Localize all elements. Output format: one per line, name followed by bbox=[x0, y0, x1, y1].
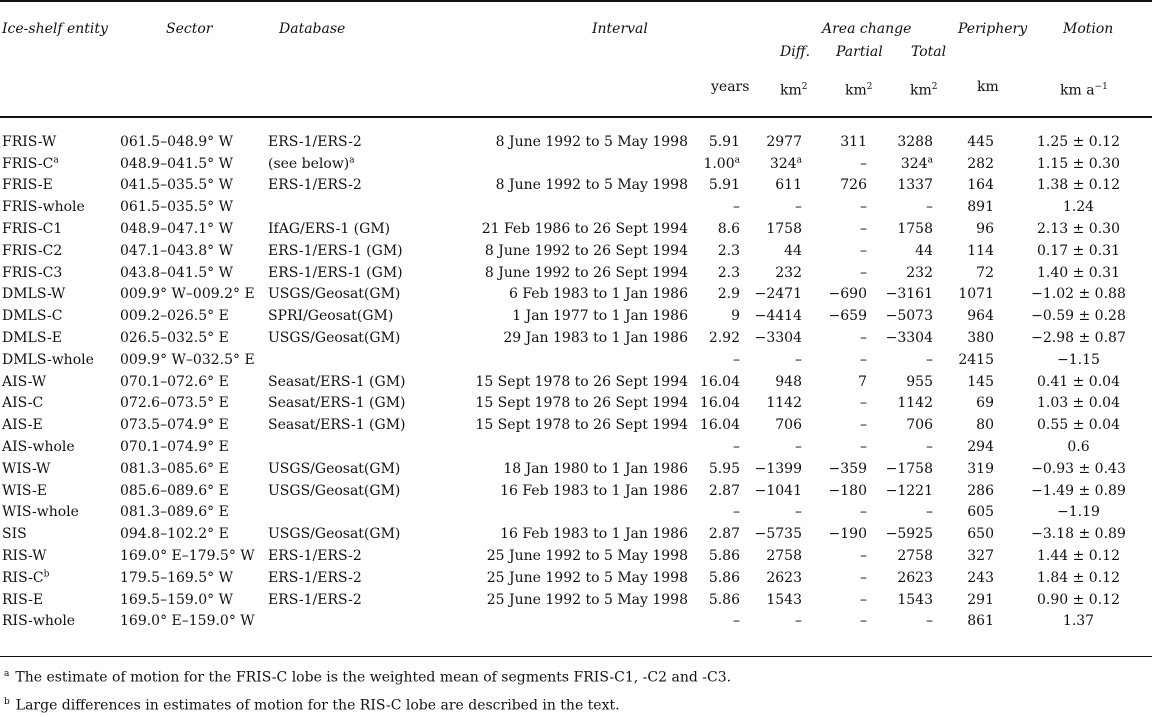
cell-periphery: 114 bbox=[967, 242, 994, 259]
cell-sector: 073.5–074.9° E bbox=[120, 417, 229, 434]
cell-years: – bbox=[733, 504, 740, 521]
cell-motion: 1.38 ± 0.12 bbox=[1037, 177, 1120, 194]
cell-diff: −4414 bbox=[754, 308, 802, 325]
cell-database: ERS-1/ERS-2 bbox=[268, 591, 362, 608]
table-row bbox=[0, 371, 1152, 393]
table-row bbox=[0, 196, 1152, 218]
cell-entity: FRIS-C1 bbox=[2, 221, 63, 238]
header-diff: Diff. bbox=[780, 44, 811, 60]
cell-total: −1758 bbox=[885, 460, 933, 477]
cell-entity: DMLS-W bbox=[2, 286, 66, 303]
cell-interval: 29 Jan 1983 to 1 Jan 1986 bbox=[503, 330, 688, 347]
cell-partial: −190 bbox=[828, 526, 867, 543]
cell-database bbox=[268, 611, 471, 633]
cell-motion: 1.37 bbox=[1062, 613, 1095, 630]
cell-database: USGS/Geosat(GM) bbox=[268, 286, 401, 303]
cell-motion: 1.40 ± 0.31 bbox=[1037, 264, 1120, 281]
cell-sector: 043.8–041.5° W bbox=[120, 264, 233, 281]
cell-periphery: 80 bbox=[976, 417, 994, 434]
cell-diff: −2471 bbox=[754, 286, 802, 303]
cell-entity: WIS-E bbox=[2, 482, 47, 499]
cell-database: USGS/Geosat(GM) bbox=[268, 460, 401, 477]
cell-motion: 0.55 ± 0.04 bbox=[1037, 417, 1120, 434]
cell-years: – bbox=[733, 199, 740, 216]
cell-years: 2.87 bbox=[708, 526, 740, 543]
cell-partial: – bbox=[860, 569, 867, 586]
table-row bbox=[0, 153, 1152, 175]
cell-sector: 061.5–048.9° W bbox=[120, 133, 233, 150]
cell-periphery: 650 bbox=[967, 526, 994, 543]
cell-sector: 094.8–102.2° E bbox=[120, 526, 229, 543]
cell-periphery: 243 bbox=[967, 569, 994, 586]
cell-periphery: 319 bbox=[967, 460, 994, 477]
table-row bbox=[0, 393, 1152, 415]
cell-database: ERS-1/ERS-2 bbox=[268, 177, 362, 194]
cell-years: 16.04 bbox=[699, 373, 740, 390]
cell-diff: – bbox=[795, 351, 802, 368]
cell-interval: 8 June 1992 to 5 May 1998 bbox=[495, 177, 688, 194]
cell-sector: 061.5–035.5° W bbox=[120, 199, 233, 216]
cell-total: 1543 bbox=[897, 591, 933, 608]
cell-entity: RIS-whole bbox=[2, 613, 76, 630]
cell-motion: −3.18 ± 0.89 bbox=[1031, 526, 1126, 543]
cell-periphery: 2415 bbox=[958, 351, 994, 368]
cell-periphery: 1071 bbox=[958, 286, 994, 303]
cell-diff: 44 bbox=[784, 242, 802, 259]
header-total: Total bbox=[911, 44, 947, 60]
cell-diff: 948 bbox=[775, 373, 802, 390]
table-row bbox=[0, 349, 1152, 371]
cell-entity: FRIS-whole bbox=[2, 199, 85, 216]
cell-periphery: 327 bbox=[967, 548, 994, 565]
unit-periphery: km bbox=[977, 79, 999, 95]
cell-motion: −1.02 ± 0.88 bbox=[1031, 286, 1126, 303]
cell-partial: 726 bbox=[840, 177, 867, 194]
cell-sector: 009.9° W–032.5° E bbox=[120, 351, 255, 368]
table-row bbox=[0, 284, 1152, 306]
cell-total: −5073 bbox=[885, 308, 933, 325]
cell-years: 5.86 bbox=[708, 569, 740, 586]
cell-interval: 18 Jan 1980 to 1 Jan 1986 bbox=[503, 460, 688, 477]
unit-diff: $km^2$ bbox=[780, 82, 808, 99]
cell-interval: 16 Feb 1983 to 1 Jan 1986 bbox=[500, 526, 688, 543]
cell-total: 706 bbox=[906, 417, 933, 434]
cell-diff: – bbox=[795, 613, 802, 630]
cell-partial: – bbox=[860, 504, 867, 521]
cell-years: 8.6 bbox=[717, 221, 740, 238]
cell-motion: 1.44 ± 0.12 bbox=[1037, 548, 1120, 565]
cell-total: 2758 bbox=[897, 548, 933, 565]
cell-database: ERS-1/ERS-2 bbox=[268, 569, 362, 586]
cell-periphery: 72 bbox=[976, 264, 994, 281]
cell-entity: AIS-E bbox=[2, 417, 43, 434]
cell-motion: 1.24 bbox=[1062, 199, 1095, 216]
cell-diff: −5735 bbox=[754, 526, 802, 543]
cell-entity: AIS-whole bbox=[2, 439, 75, 456]
cell-sector: 081.3–085.6° E bbox=[120, 460, 229, 477]
cell-motion: −2.98 ± 0.87 bbox=[1031, 330, 1126, 347]
cell-partial: – bbox=[860, 221, 867, 238]
cell-partial: −359 bbox=[828, 460, 867, 477]
cell-database: ERS-1/ERS-2 bbox=[268, 133, 362, 150]
cell-partial: 7 bbox=[858, 373, 867, 390]
table-bottom-rule bbox=[0, 656, 1152, 657]
cell-years: 2.92 bbox=[708, 330, 740, 347]
cell-periphery: 861 bbox=[967, 613, 994, 630]
cell-diff: 611 bbox=[775, 177, 802, 194]
cell-years: 2.9 bbox=[717, 286, 740, 303]
cell-sector: 009.9° W–009.2° E bbox=[120, 286, 255, 303]
cell-sector: 072.6–073.5° E bbox=[120, 395, 229, 412]
cell-diff: −1399 bbox=[754, 460, 802, 477]
table-row bbox=[0, 240, 1152, 262]
cell-database bbox=[268, 502, 471, 524]
cell-database: Seasat/ERS-1 (GM) bbox=[268, 417, 406, 434]
cell-periphery: 291 bbox=[967, 591, 994, 608]
cell-interval: 15 Sept 1978 to 26 Sept 1994 bbox=[475, 395, 688, 412]
table-row bbox=[0, 480, 1152, 502]
cell-entity: DMLS-C bbox=[2, 308, 63, 325]
cell-database: USGS/Geosat(GM) bbox=[268, 330, 401, 347]
table-body bbox=[0, 131, 1152, 632]
table-row bbox=[0, 305, 1152, 327]
cell-database: ERS-1/ERS-1 (GM) bbox=[268, 242, 403, 259]
cell-years: 5.95 bbox=[708, 460, 740, 477]
cell-entity: WIS-W bbox=[2, 460, 51, 477]
cell-partial: – bbox=[860, 395, 867, 412]
cell-partial: – bbox=[860, 591, 867, 608]
unit-partial: $km^2$ bbox=[845, 82, 873, 99]
cell-diff: – bbox=[795, 199, 802, 216]
cell-periphery: 445 bbox=[967, 133, 994, 150]
cell-entity: FRIS-W bbox=[2, 133, 57, 150]
cell-total: −3304 bbox=[885, 330, 933, 347]
cell-years: 2.87 bbox=[708, 482, 740, 499]
cell-sector: 179.5–169.5° W bbox=[120, 569, 233, 586]
cell-motion: 0.41 ± 0.04 bbox=[1037, 373, 1120, 390]
cell-interval: 25 June 1992 to 5 May 1998 bbox=[486, 569, 688, 586]
cell-total: −3161 bbox=[885, 286, 933, 303]
cell-diff: 324$^a$ bbox=[769, 155, 802, 172]
table-row bbox=[0, 414, 1152, 436]
cell-periphery: 605 bbox=[967, 504, 994, 521]
cell-total: – bbox=[926, 613, 933, 630]
cell-motion: 0.6 bbox=[1067, 439, 1090, 456]
cell-interval: 8 June 1992 to 5 May 1998 bbox=[495, 133, 688, 150]
cell-entity: FRIS-$C^a$ bbox=[2, 155, 59, 172]
cell-diff: 2623 bbox=[766, 569, 802, 586]
cell-interval: 8 June 1992 to 26 Sept 1994 bbox=[484, 242, 688, 259]
cell-interval bbox=[471, 153, 698, 175]
cell-database: Seasat/ERS-1 (GM) bbox=[268, 373, 406, 390]
cell-motion: 1.15 ± 0.30 bbox=[1037, 155, 1120, 172]
header-interval: Interval bbox=[592, 21, 648, 37]
cell-interval bbox=[471, 611, 698, 633]
cell-sector: 169.0° E–179.5° W bbox=[120, 548, 255, 565]
cell-periphery: 286 bbox=[967, 482, 994, 499]
cell-diff: 1142 bbox=[766, 395, 802, 412]
cell-partial: – bbox=[860, 351, 867, 368]
cell-total: −1221 bbox=[885, 482, 933, 499]
cell-years: – bbox=[733, 613, 740, 630]
cell-motion: 0.90 ± 0.12 bbox=[1037, 591, 1120, 608]
table-row bbox=[0, 436, 1152, 458]
cell-entity: FRIS-C3 bbox=[2, 264, 63, 281]
cell-entity: AIS-C bbox=[2, 395, 44, 412]
cell-periphery: 69 bbox=[976, 395, 994, 412]
cell-total: 44 bbox=[915, 242, 933, 259]
cell-database: SPRI/Geosat(GM) bbox=[268, 308, 394, 325]
cell-total: −5925 bbox=[885, 526, 933, 543]
cell-motion: −1.49 ± 0.89 bbox=[1031, 482, 1126, 499]
cell-entity: DMLS-E bbox=[2, 330, 62, 347]
table-row bbox=[0, 458, 1152, 480]
cell-sector: 048.9–047.1° W bbox=[120, 221, 233, 238]
table-row bbox=[0, 589, 1152, 611]
cell-sector: 081.3–089.6° E bbox=[120, 504, 229, 521]
header-area-change: Area change bbox=[822, 21, 912, 37]
cell-total: – bbox=[926, 199, 933, 216]
cell-partial: – bbox=[860, 439, 867, 456]
cell-entity: AIS-W bbox=[2, 373, 47, 390]
cell-total: 1758 bbox=[897, 221, 933, 238]
cell-sector: 085.6–089.6° E bbox=[120, 482, 229, 499]
cell-years: 5.86 bbox=[708, 548, 740, 565]
cell-diff: 1543 bbox=[766, 591, 802, 608]
cell-interval: 21 Feb 1986 to 26 Sept 1994 bbox=[481, 221, 688, 238]
cell-diff: −3304 bbox=[754, 330, 802, 347]
cell-entity: RIS-W bbox=[2, 548, 47, 565]
cell-partial: – bbox=[860, 417, 867, 434]
cell-motion: −1.15 bbox=[1057, 351, 1100, 368]
cell-interval bbox=[471, 349, 698, 371]
cell-interval: 15 Sept 1978 to 26 Sept 1994 bbox=[475, 417, 688, 434]
cell-periphery: 380 bbox=[967, 330, 994, 347]
cell-interval bbox=[471, 196, 698, 218]
cell-diff: −1041 bbox=[754, 482, 802, 499]
cell-motion: 1.25 ± 0.12 bbox=[1037, 133, 1120, 150]
cell-diff: 2758 bbox=[766, 548, 802, 565]
header-motion: Motion bbox=[1063, 21, 1114, 37]
cell-database: ERS-1/ERS-2 bbox=[268, 548, 362, 565]
cell-diff: – bbox=[795, 439, 802, 456]
cell-database bbox=[268, 436, 471, 458]
cell-database: USGS/Geosat(GM) bbox=[268, 482, 401, 499]
cell-interval: 25 June 1992 to 5 May 1998 bbox=[486, 548, 688, 565]
cell-motion: −1.19 bbox=[1057, 504, 1100, 521]
cell-total: 232 bbox=[906, 264, 933, 281]
cell-motion: 1.84 ± 0.12 bbox=[1037, 569, 1120, 586]
cell-diff: 2977 bbox=[766, 133, 802, 150]
cell-partial: −180 bbox=[828, 482, 867, 499]
unit-motion: km $a^{-1}$ bbox=[1060, 82, 1108, 99]
cell-sector: 047.1–043.8° W bbox=[120, 242, 233, 259]
cell-database bbox=[268, 349, 471, 371]
cell-sector: 169.5–159.0° W bbox=[120, 591, 233, 608]
cell-total: – bbox=[926, 439, 933, 456]
cell-total: 1142 bbox=[897, 395, 933, 412]
footnote-a: $^a$ The estimate of motion for the FRIS-C lobe is the weighted mean of segments FRIS-C1, -C2 and -C3. bbox=[4, 669, 732, 686]
cell-motion: 0.17 ± 0.31 bbox=[1037, 242, 1120, 259]
cell-total: 324$^a$ bbox=[900, 155, 933, 172]
cell-years: 2.3 bbox=[717, 264, 740, 281]
cell-total: 955 bbox=[906, 373, 933, 390]
cell-total: 3288 bbox=[897, 133, 933, 150]
header-bottom-rule bbox=[0, 116, 1152, 118]
cell-partial: – bbox=[860, 199, 867, 216]
cell-interval: 16 Feb 1983 to 1 Jan 1986 bbox=[500, 482, 688, 499]
header-database: Database bbox=[279, 21, 346, 37]
cell-sector: 026.5–032.5° E bbox=[120, 330, 229, 347]
cell-years: 16.04 bbox=[699, 395, 740, 412]
cell-periphery: 96 bbox=[976, 221, 994, 238]
cell-years: 5.91 bbox=[708, 177, 740, 194]
cell-entity: RIS-E bbox=[2, 591, 44, 608]
cell-periphery: 891 bbox=[967, 199, 994, 216]
table-row bbox=[0, 131, 1152, 153]
cell-years: – bbox=[733, 351, 740, 368]
table-row bbox=[0, 523, 1152, 545]
cell-sector: 169.0° E–159.0° W bbox=[120, 613, 255, 630]
cell-diff: 1758 bbox=[766, 221, 802, 238]
cell-database: USGS/Geosat(GM) bbox=[268, 526, 401, 543]
cell-database: ERS-1/ERS-1 (GM) bbox=[268, 264, 403, 281]
table-row bbox=[0, 218, 1152, 240]
table-row bbox=[0, 175, 1152, 197]
unit-years: years bbox=[711, 79, 750, 95]
cell-motion: 1.03 ± 0.04 bbox=[1037, 395, 1120, 412]
cell-years: 9 bbox=[731, 308, 740, 325]
cell-interval: 1 Jan 1977 to 1 Jan 1986 bbox=[512, 308, 688, 325]
cell-database bbox=[268, 196, 471, 218]
cell-years: 5.91 bbox=[708, 133, 740, 150]
cell-motion: −0.59 ± 0.28 bbox=[1031, 308, 1126, 325]
cell-partial: −690 bbox=[828, 286, 867, 303]
cell-partial: −659 bbox=[828, 308, 867, 325]
cell-entity: FRIS-E bbox=[2, 177, 53, 194]
cell-interval bbox=[471, 436, 698, 458]
cell-sector: 070.1–074.9° E bbox=[120, 439, 229, 456]
cell-entity: DMLS-whole bbox=[2, 351, 94, 368]
cell-years: 2.3 bbox=[717, 242, 740, 259]
cell-interval: 6 Feb 1983 to 1 Jan 1986 bbox=[509, 286, 688, 303]
cell-diff: 232 bbox=[775, 264, 802, 281]
cell-interval bbox=[471, 502, 698, 524]
cell-sector: 070.1–072.6° E bbox=[120, 373, 229, 390]
cell-diff: – bbox=[795, 504, 802, 521]
table-row bbox=[0, 262, 1152, 284]
cell-partial: 311 bbox=[840, 133, 867, 150]
cell-database: (see below)$^a$ bbox=[268, 155, 355, 172]
cell-partial: – bbox=[860, 548, 867, 565]
cell-years: 16.04 bbox=[699, 417, 740, 434]
unit-total: $km^2$ bbox=[910, 82, 938, 99]
cell-partial: – bbox=[860, 330, 867, 347]
cell-interval: 8 June 1992 to 26 Sept 1994 bbox=[484, 264, 688, 281]
cell-years: 5.86 bbox=[708, 591, 740, 608]
cell-motion: 2.13 ± 0.30 bbox=[1037, 221, 1120, 238]
cell-database: Seasat/ERS-1 (GM) bbox=[268, 395, 406, 412]
cell-diff: 706 bbox=[775, 417, 802, 434]
cell-motion: −0.93 ± 0.43 bbox=[1031, 460, 1126, 477]
table-row bbox=[0, 502, 1152, 524]
cell-total: – bbox=[926, 351, 933, 368]
cell-entity: SIS bbox=[2, 526, 27, 543]
cell-total: 2623 bbox=[897, 569, 933, 586]
cell-periphery: 294 bbox=[967, 439, 994, 456]
cell-database: IfAG/ERS-1 (GM) bbox=[268, 221, 391, 238]
cell-total: – bbox=[926, 504, 933, 521]
cell-sector: 041.5–035.5° W bbox=[120, 177, 233, 194]
cell-partial: – bbox=[860, 242, 867, 259]
cell-periphery: 964 bbox=[967, 308, 994, 325]
header-partial: Partial bbox=[836, 44, 883, 60]
ice-shelf-table bbox=[0, 131, 1152, 632]
cell-entity: FRIS-C2 bbox=[2, 242, 63, 259]
table-row bbox=[0, 611, 1152, 633]
table-top-rule bbox=[0, 0, 1152, 2]
cell-periphery: 282 bbox=[967, 155, 994, 172]
header-periphery: Periphery bbox=[958, 21, 1028, 37]
cell-periphery: 145 bbox=[967, 373, 994, 390]
table-row bbox=[0, 545, 1152, 567]
cell-entity: WIS-whole bbox=[2, 504, 79, 521]
cell-interval: 15 Sept 1978 to 26 Sept 1994 bbox=[475, 373, 688, 390]
cell-sector: 048.9–041.5° W bbox=[120, 155, 233, 172]
cell-partial: – bbox=[860, 613, 867, 630]
cell-partial: – bbox=[860, 264, 867, 281]
cell-years: 1.00$^a$ bbox=[703, 155, 740, 172]
cell-years: – bbox=[733, 439, 740, 456]
cell-periphery: 164 bbox=[967, 177, 994, 194]
cell-entity: RIS-$C^b$ bbox=[2, 569, 50, 586]
header-entity: Ice-shelf entity bbox=[2, 21, 108, 37]
cell-interval: 25 June 1992 to 5 May 1998 bbox=[486, 591, 688, 608]
header-sector: Sector bbox=[166, 21, 213, 37]
cell-partial: – bbox=[860, 155, 867, 172]
footnote-b: $^b$ Large differences in estimates of motion for the RIS-C lobe are described in the text. bbox=[4, 697, 620, 714]
cell-sector: 009.2–026.5° E bbox=[120, 308, 229, 325]
table-row bbox=[0, 567, 1152, 589]
table-row bbox=[0, 327, 1152, 349]
cell-total: 1337 bbox=[897, 177, 933, 194]
